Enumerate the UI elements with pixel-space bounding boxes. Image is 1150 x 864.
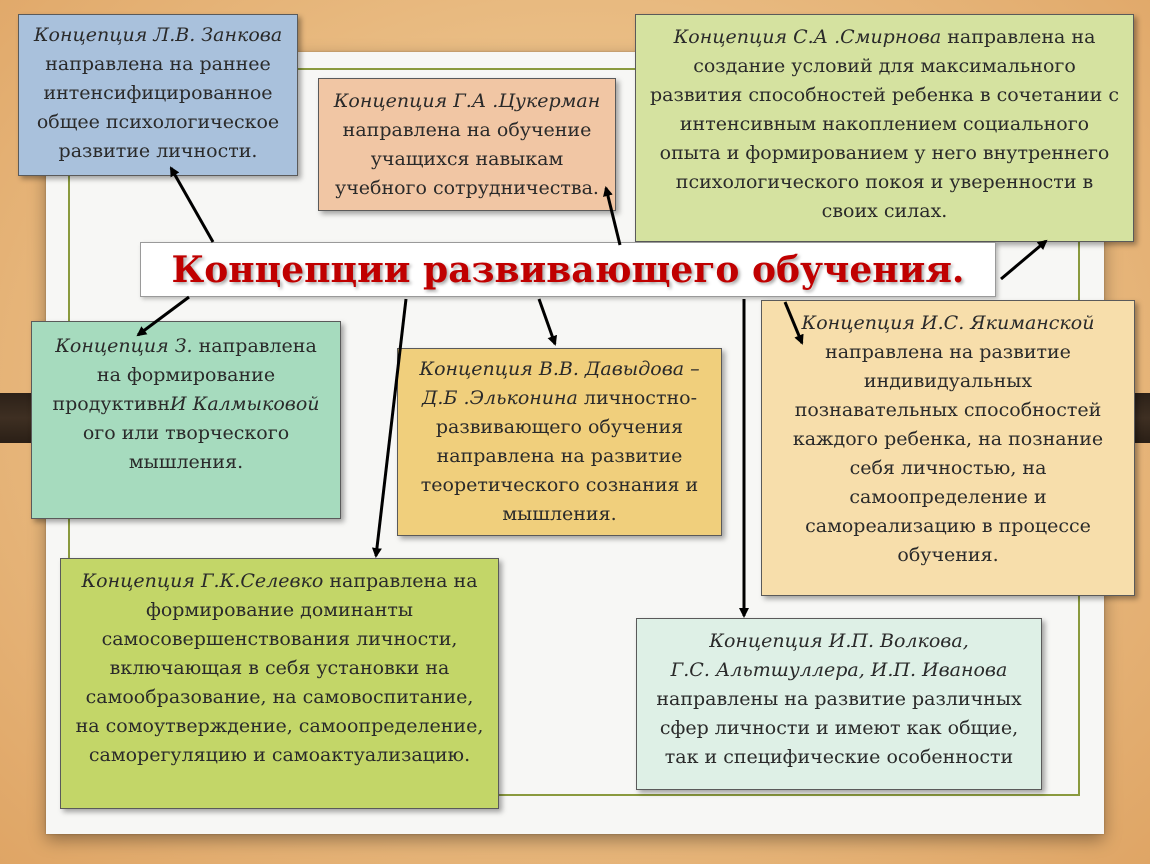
concept-kalmykova-text1: направлена на формирование продуктивн bbox=[52, 335, 317, 415]
concept-davydov-text: личностно-развивающего обучения направлена на развитие теоретического сознания и мышления. bbox=[420, 387, 699, 525]
page-title: Концепции развивающего обучения. bbox=[171, 248, 965, 291]
concept-selevko-author: Концепция Г.К.Селевко bbox=[81, 570, 324, 592]
concept-selevko-text: направлена на формирование доминанты самосовершенствования личности, включающая в себя установки на самообразование, на самовоспитание, на сомоутверждение, самоопределение, саморегуляцию и самоактуализацию. bbox=[75, 570, 484, 766]
concept-davydov-author: Концепция В.В. Давыдова – Д.Б .Эльконина bbox=[419, 358, 700, 409]
concept-selevko-box bbox=[60, 558, 499, 809]
concept-smirnov-text: направлена на создание условий для максимального развития способностей ребенка в сочетании с интенсивным накоплением социального опыта и формированием у него внутреннего психологического покоя и уверенности в своих силах. bbox=[650, 26, 1120, 222]
concept-kalmykova-text2: ого или творческого мышления. bbox=[82, 422, 290, 473]
concept-kalmykova-box bbox=[31, 321, 341, 519]
concept-yakimanskaya-box bbox=[761, 300, 1135, 596]
concept-kalmykova-author1: Концепция З. bbox=[55, 335, 193, 357]
concept-yakimanskaya-text: направлена на развитие индивидуальных познавательных способностей каждого ребенка, на познание себя личностью, на самоопределение и самореализацию в процессе обучения. bbox=[792, 341, 1104, 566]
title-box bbox=[140, 242, 996, 297]
concept-tsukerman-text: направлена на обучение учащихся навыкам учебного сотрудничества. bbox=[335, 119, 599, 199]
concept-volkov-text: направлены на развитие различных сфер личности и имеют как общие, так и специфические особенности bbox=[656, 688, 1022, 768]
concept-volkov-author2: Г.С. Альтшуллера, И.П. Иванова bbox=[670, 659, 1008, 681]
concept-volkov-author1: Концепция И.П. Волкова, bbox=[709, 630, 969, 652]
concept-tsukerman-box bbox=[318, 78, 616, 211]
concept-kalmykova-author2: И Калмыковой bbox=[170, 393, 320, 415]
concept-smirnov-box bbox=[635, 14, 1134, 242]
concept-tsukerman-author: Концепция Г.А .Цукерман bbox=[333, 90, 601, 112]
concept-volkov-box bbox=[636, 618, 1042, 790]
concept-smirnov-author: Концепция С.А .Смирнова bbox=[673, 26, 942, 48]
concept-zankov-text: направлена на раннее интенсифицированное общее психологическое развитие личности. bbox=[36, 53, 280, 162]
concept-davydov-box bbox=[397, 348, 722, 536]
concept-zankov-box bbox=[18, 14, 298, 176]
concept-zankov-author: Концепция Л.В. Занкова bbox=[33, 24, 283, 46]
concept-yakimanskaya-author: Концепция И.С. Якиманской bbox=[801, 312, 1095, 334]
